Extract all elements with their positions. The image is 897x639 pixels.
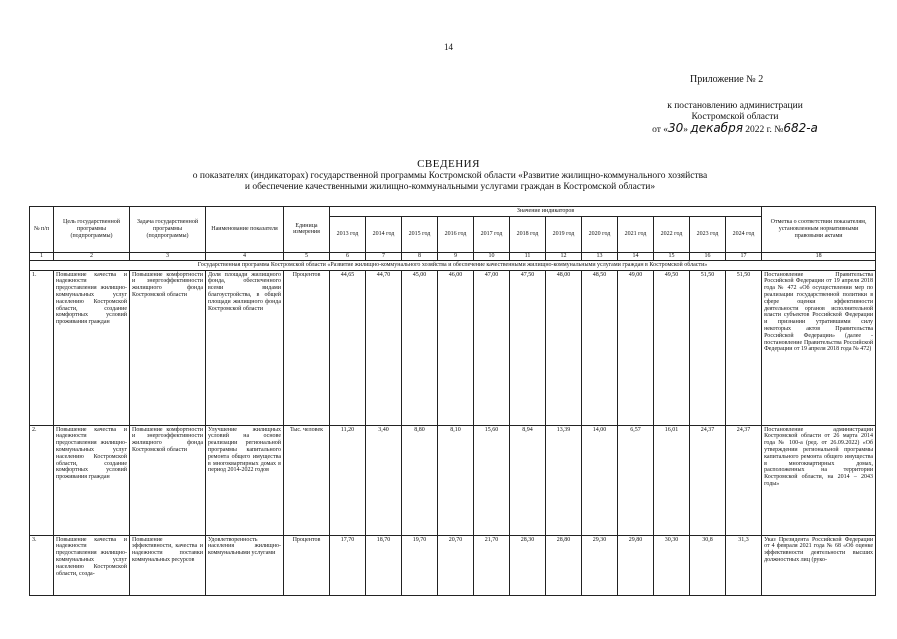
row-value: 47,50 bbox=[510, 270, 546, 425]
col-number: 11 bbox=[510, 252, 546, 260]
row-num: 1. bbox=[30, 270, 54, 425]
header-task: Задача государственной программы (подпрограммы) bbox=[130, 207, 206, 253]
decree-reference bbox=[600, 101, 870, 136]
row-value: 3,40 bbox=[366, 425, 402, 535]
decree-line-3 bbox=[600, 123, 870, 136]
col-number: 15 bbox=[654, 252, 690, 260]
col-number: 10 bbox=[474, 252, 510, 260]
row-note: Постановление администрации Костромской области от 26 марта 2014 года № 100-а (ред. от 26.09.2022) «Об утверждении региональной программы капитального ремонта общего имущества в многоквартирных домах, расположенных на территории Костромской области, на 2014 – 2043 годы» bbox=[762, 425, 876, 535]
header-indicator: Наименование показателя bbox=[206, 207, 284, 253]
row-value: 28,80 bbox=[546, 535, 582, 595]
col-number: 9 bbox=[438, 252, 474, 260]
row-indicator: Доля площади жилищного фонда, обеспеченного всеми видами благоустройства, в общей площади жилищного фонда Костромской области bbox=[206, 270, 284, 425]
header-num: № п/п bbox=[30, 207, 54, 253]
row-value: 28,30 bbox=[510, 535, 546, 595]
header-year: 2017 год bbox=[474, 216, 510, 252]
row-value: 46,00 bbox=[438, 270, 474, 425]
appendix-label: Приложение № 2 bbox=[690, 74, 764, 85]
table-row bbox=[30, 425, 876, 535]
row-value: 24,37 bbox=[690, 425, 726, 535]
row-value: 48,50 bbox=[582, 270, 618, 425]
program-row bbox=[30, 260, 876, 270]
header-unit: Единица измерения bbox=[284, 207, 330, 253]
row-value: 18,70 bbox=[366, 535, 402, 595]
row-value: 20,70 bbox=[438, 535, 474, 595]
program-name: Государственная программа Костромской области «Развитие жилищно-коммунального хозяйства и обеспечение качественными жилищно-коммунальными услугами граждан в Костромской области» bbox=[30, 260, 876, 270]
header-year: 2014 год bbox=[366, 216, 402, 252]
row-value: 8,94 bbox=[510, 425, 546, 535]
row-value: 24,37 bbox=[726, 425, 762, 535]
row-value: 13,39 bbox=[546, 425, 582, 535]
header-values-group: Значение индикаторов bbox=[330, 207, 762, 217]
row-value: 11,20 bbox=[330, 425, 366, 535]
document-subtitle bbox=[120, 171, 780, 193]
table-row bbox=[30, 270, 876, 425]
row-goal: Повышение качества и надежности предоставления жилищно-коммунальных услуг населению Костромской области, создание комфортных условий проживания граждан bbox=[54, 270, 130, 425]
decree-prefix: от « bbox=[652, 125, 668, 135]
row-value: 51,50 bbox=[690, 270, 726, 425]
row-value: 29,80 bbox=[618, 535, 654, 595]
col-number: 8 bbox=[402, 252, 438, 260]
row-task: Повышение комфортности и энергоэффективности жилищного фонда Костромской области bbox=[130, 270, 206, 425]
col-number: 12 bbox=[546, 252, 582, 260]
row-value: 30,8 bbox=[690, 535, 726, 595]
row-value: 17,70 bbox=[330, 535, 366, 595]
header-year: 2024 год bbox=[726, 216, 762, 252]
row-value: 21,70 bbox=[474, 535, 510, 595]
row-value: 51,50 bbox=[726, 270, 762, 425]
row-value: 44,70 bbox=[366, 270, 402, 425]
decree-year: 2022 г. № bbox=[745, 125, 784, 135]
row-unit: Процентов bbox=[284, 270, 330, 425]
col-number: 16 bbox=[690, 252, 726, 260]
col-number: 7 bbox=[366, 252, 402, 260]
col-number: 5 bbox=[284, 252, 330, 260]
row-value: 15,60 bbox=[474, 425, 510, 535]
col-number: 17 bbox=[726, 252, 762, 260]
row-unit: Процентов bbox=[284, 535, 330, 595]
row-value: 29,30 bbox=[582, 535, 618, 595]
header-year: 2022 год bbox=[654, 216, 690, 252]
row-value: 49,50 bbox=[654, 270, 690, 425]
col-number: 13 bbox=[582, 252, 618, 260]
row-value: 44,65 bbox=[330, 270, 366, 425]
row-indicator: Улучшение жилищных условий на основе реализации региональной программы капитального ремонта общего имущества в многоквартирных домах в период 2014-2022 годов bbox=[206, 425, 284, 535]
header-year: 2013 год bbox=[330, 216, 366, 252]
col-number: 1 bbox=[30, 252, 54, 260]
row-goal: Повышение качества и надежности предоставления жилищно-коммунальных услуг населению Костромской области, создание комфортных условий проживания граждан bbox=[54, 425, 130, 535]
header-year: 2018 год bbox=[510, 216, 546, 252]
row-value: 49,00 bbox=[618, 270, 654, 425]
header-note: Отметка о соответствии показателям, установленным нормативными правовыми актами bbox=[762, 207, 876, 253]
row-task: Повышение комфортности и энергоэффективности жилищного фонда Костромской области bbox=[130, 425, 206, 535]
row-num: 3. bbox=[30, 535, 54, 595]
decree-month: декабря bbox=[690, 121, 743, 135]
row-indicator: Удовлетворенность населения жилищно-коммунальными услугами bbox=[206, 535, 284, 595]
row-value: 30,30 bbox=[654, 535, 690, 595]
row-value: 6,57 bbox=[618, 425, 654, 535]
row-value: 19,70 bbox=[402, 535, 438, 595]
row-value: 47,00 bbox=[474, 270, 510, 425]
row-value: 8,80 bbox=[402, 425, 438, 535]
header-goal: Цель государственной программы (подпрограммы) bbox=[54, 207, 130, 253]
row-value: 8,10 bbox=[438, 425, 474, 535]
row-note: Указ Президента Российской Федерации от 4 февраля 2021 года № 68 «Об оценке эффективности деятельности высших должностных лиц (руко- bbox=[762, 535, 876, 595]
header-year: 2019 год bbox=[546, 216, 582, 252]
header-year: 2023 год bbox=[690, 216, 726, 252]
table-row bbox=[30, 535, 876, 595]
row-num: 2. bbox=[30, 425, 54, 535]
row-goal: Повышение качества и надежности предоставления жилищно-коммунальных услуг населению Костромской области, созда- bbox=[54, 535, 130, 595]
header-year: 2020 год bbox=[582, 216, 618, 252]
document-title: СВЕДЕНИЯ bbox=[417, 158, 480, 170]
col-number: 14 bbox=[618, 252, 654, 260]
subtitle-line-1: о показателях (индикаторах) государственной программы Костромской области «Развитие жилищно-коммунального хозяйства bbox=[192, 171, 708, 181]
row-note: Постановление Правительства Российской Федерации от 19 апреля 2018 года № 472 «Об осуществлении мер по реализации государственной политики в сфере оценки эффективности деятельности органов исполнительной власти субъектов Российской Федерации и признании утратившими силу некоторых актов Правительства Российской Федерации» (далее - постановление Правительства Российской Федерации от 19 апреля 2018 года № 472) bbox=[762, 270, 876, 425]
row-value: 16,01 bbox=[654, 425, 690, 535]
decree-number: 682-а bbox=[783, 121, 818, 135]
decree-line-1: к постановлению администрации bbox=[667, 101, 803, 111]
col-number: 4 bbox=[206, 252, 284, 260]
col-number: 18 bbox=[762, 252, 876, 260]
header-year: 2016 год bbox=[438, 216, 474, 252]
row-value: 31,3 bbox=[726, 535, 762, 595]
header-year: 2021 год bbox=[618, 216, 654, 252]
decree-day: 30 bbox=[667, 121, 684, 135]
row-task: Повышение эффективности, качества и надежности поставки коммунальных ресурсов bbox=[130, 535, 206, 595]
page-number: 14 bbox=[444, 42, 453, 52]
decree-mid: » bbox=[683, 125, 689, 135]
decree-line-2: Костромской области bbox=[691, 112, 779, 122]
indicators-table bbox=[29, 206, 876, 596]
col-number: 6 bbox=[330, 252, 366, 260]
col-number: 3 bbox=[130, 252, 206, 260]
row-value: 45,00 bbox=[402, 270, 438, 425]
row-unit: Тыс. человек bbox=[284, 425, 330, 535]
header-year: 2015 год bbox=[402, 216, 438, 252]
row-value: 14,00 bbox=[582, 425, 618, 535]
subtitle-line-2: и обеспечение качественными жилищно-коммунальными услугами граждан в Костромской области» bbox=[244, 182, 656, 192]
col-number: 2 bbox=[54, 252, 130, 260]
row-value: 48,00 bbox=[546, 270, 582, 425]
column-number-row bbox=[30, 252, 876, 260]
